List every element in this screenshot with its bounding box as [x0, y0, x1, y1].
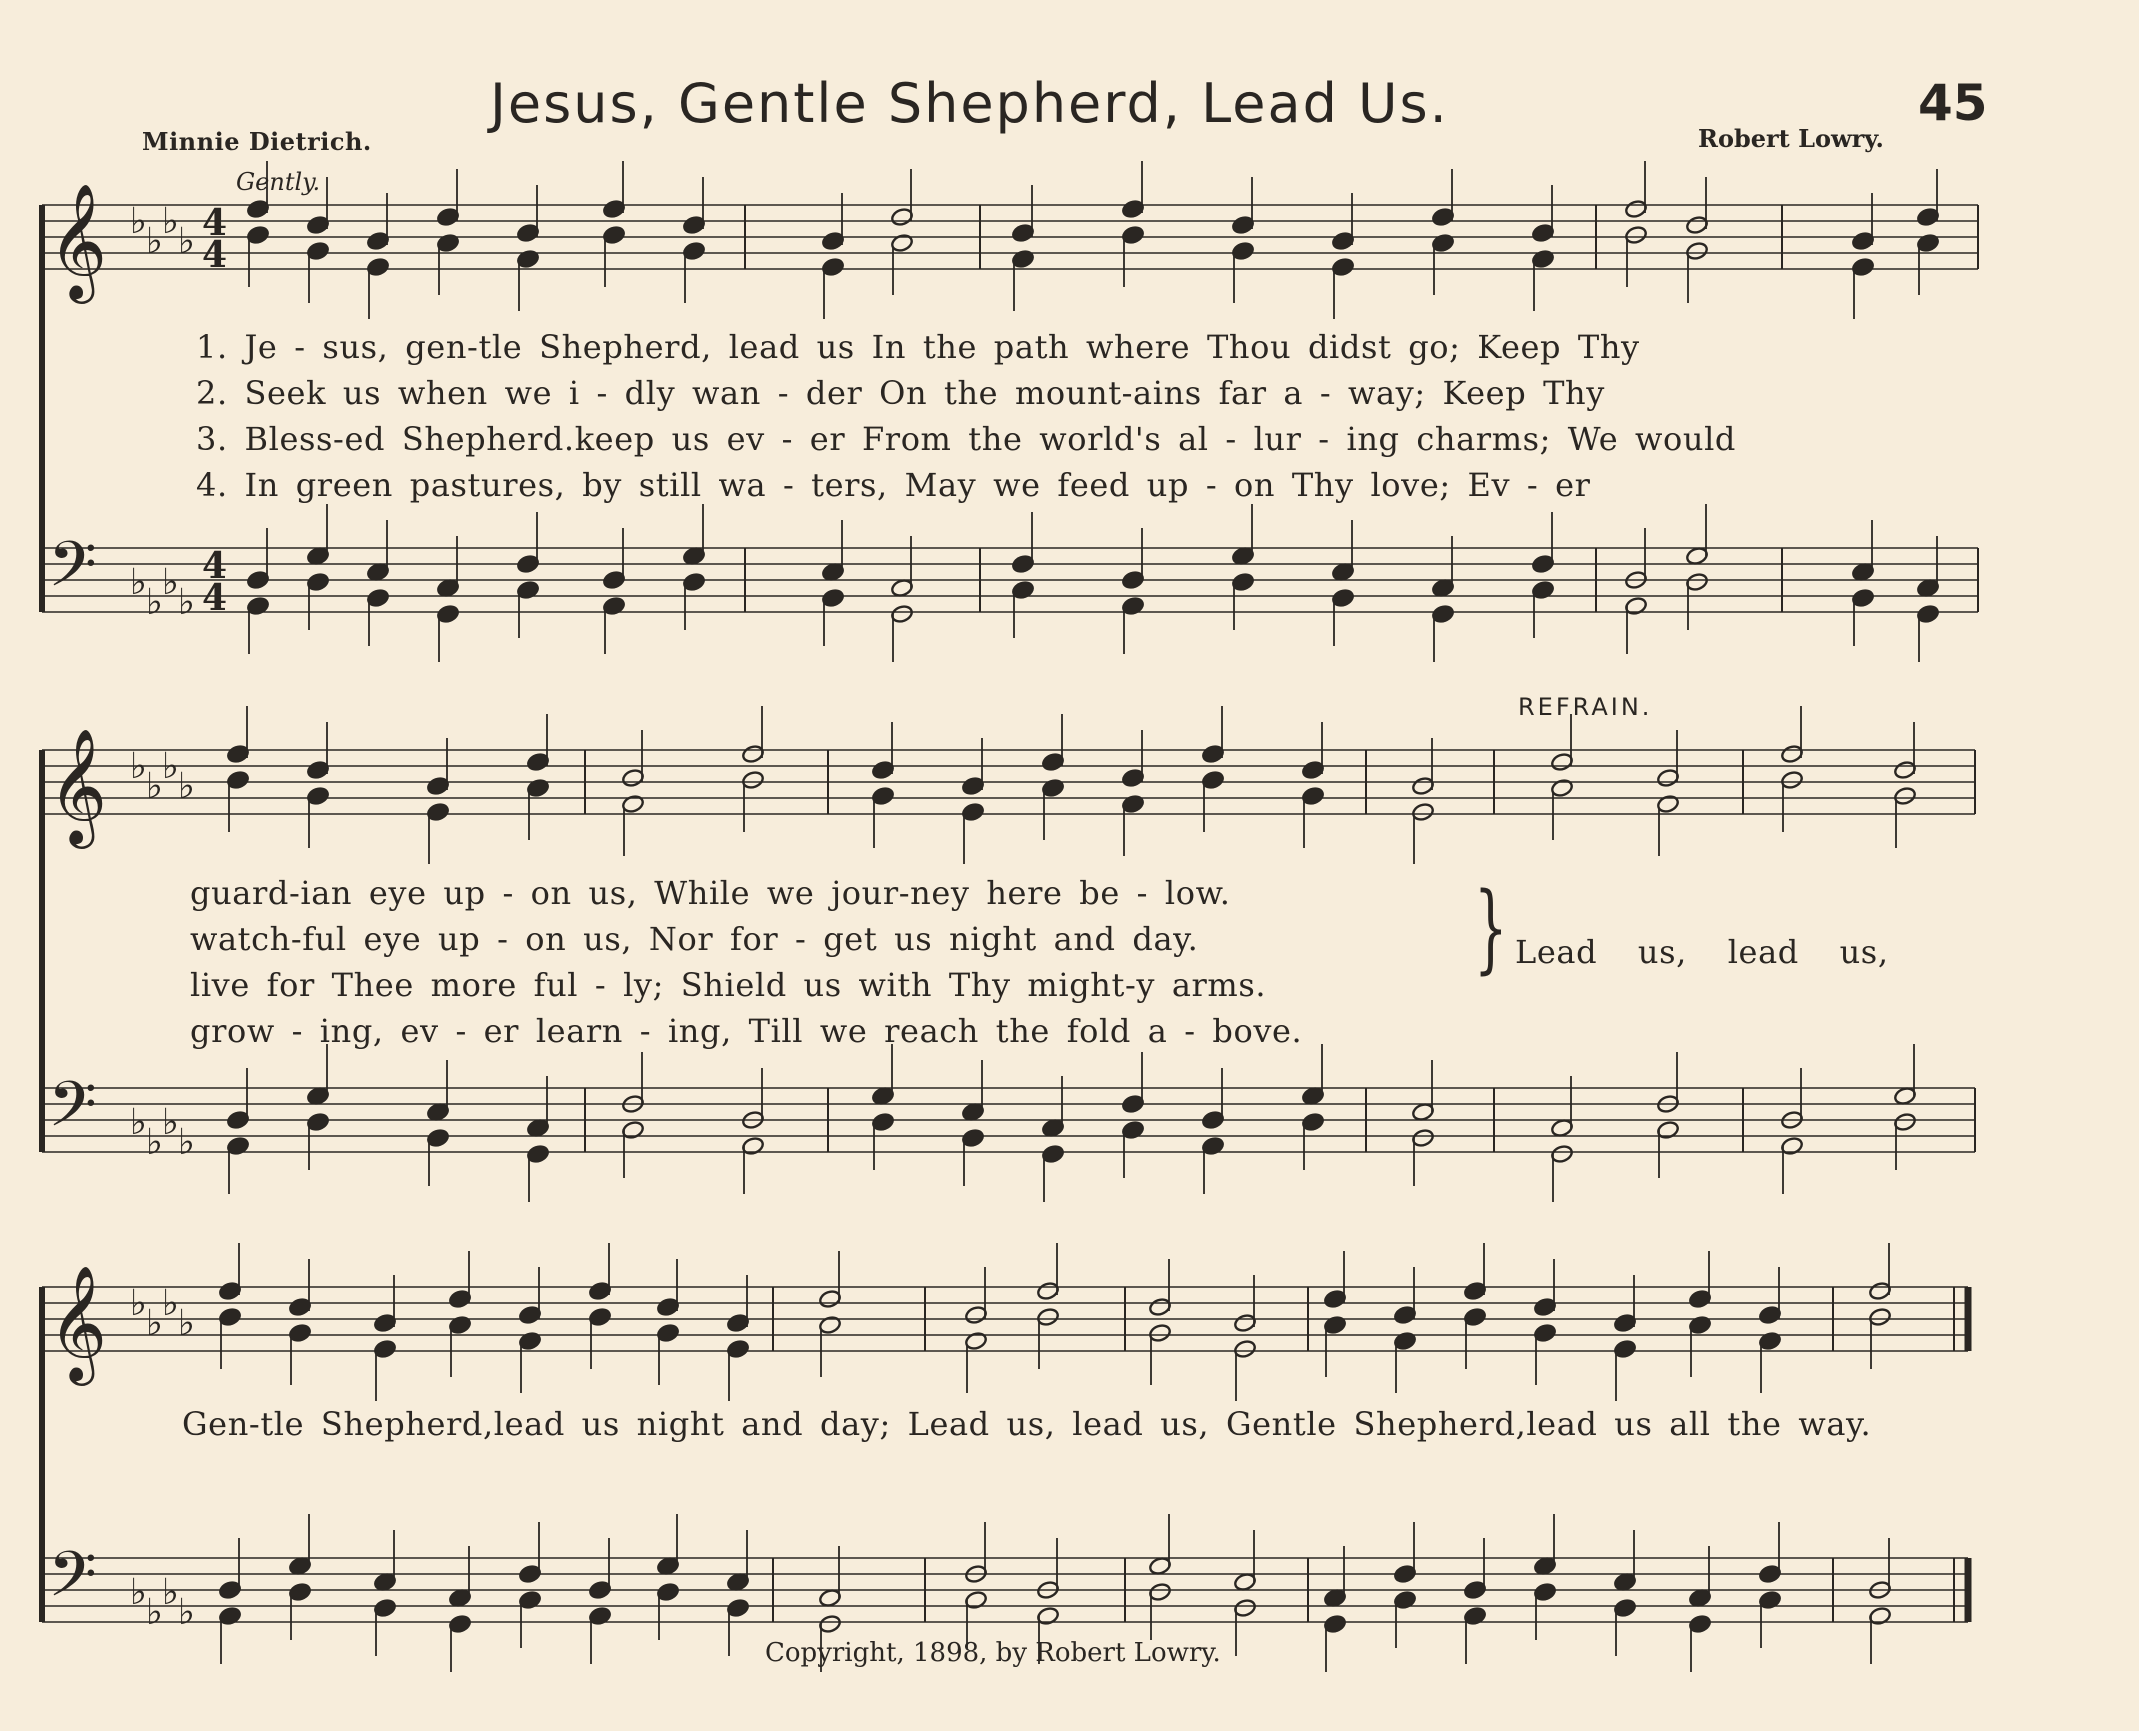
flat-icon: ♭ [130, 746, 147, 787]
verse-brace: } [1474, 872, 1508, 984]
refrain-lyric: Gen-tle Shepherd,lead us night and day; Lead us, lead us, Gentle Shepherd,lead us all the way. [182, 1405, 1872, 1443]
composer-credit: Robert Lowry. [1698, 124, 1884, 153]
flat-icon: ♭ [162, 746, 179, 787]
time-signature-bottom: 4 [202, 577, 228, 619]
flat-icon: ♭ [162, 201, 179, 242]
flat-icon: ♭ [130, 1283, 147, 1324]
time-signature-top: 4 [202, 545, 228, 587]
hymn-title: Jesus, Gentle Shepherd, Lead Us. [490, 72, 1449, 135]
verse-4-line-1: 4. In green pastures, by still wa - ters, May we feed up - on Thy love; Ev - er [196, 466, 1591, 504]
flat-icon: ♭ [130, 1572, 147, 1613]
verse-1-line-2: guard-ian eye up - on us, While we jour-ney here be - low. [190, 874, 1231, 912]
flat-icon: ♭ [146, 582, 163, 623]
time-signature-top: 4 [202, 202, 228, 244]
flat-icon: ♭ [146, 1303, 163, 1344]
flat-icon: ♭ [178, 582, 195, 623]
flat-icon: ♭ [162, 562, 179, 603]
lyricist-credit: Minnie Dietrich. [142, 127, 372, 156]
flat-icon: ♭ [130, 562, 147, 603]
bass-clef-icon: 𝄢 [48, 1067, 97, 1156]
time-signature-bottom: 4 [202, 234, 228, 276]
flat-icon: ♭ [146, 766, 163, 807]
page-number: 45 [1918, 74, 1988, 132]
treble-clef-icon: 𝄞 [48, 727, 108, 844]
verse-1-line-1: 1. Je - sus, gen-tle Shepherd, lead us In the path where Thou didst go; Keep Thy [196, 328, 1640, 366]
flat-icon: ♭ [178, 221, 195, 262]
verse-2-line-2: watch-ful eye up - on us, Nor for - get us night and day. [190, 920, 1199, 958]
flat-icon: ♭ [178, 1122, 195, 1163]
refrain-intro-lyric: Lead us, lead us, [1515, 933, 1889, 971]
copyright-notice: Copyright, 1898, by Robert Lowry. [765, 1638, 1221, 1668]
flat-icon: ♭ [162, 1572, 179, 1613]
flat-icon: ♭ [162, 1283, 179, 1324]
flat-icon: ♭ [146, 1122, 163, 1163]
verse-3-line-1: 3. Bless-ed Shepherd.keep us ev - er From the world's al - lur - ing charms; We would [196, 420, 1736, 458]
tempo-marking: Gently. [236, 168, 321, 196]
flat-icon: ♭ [146, 221, 163, 262]
verse-4-line-2: grow - ing, ev - er learn - ing, Till we reach the fold a - bove. [190, 1012, 1303, 1050]
bass-clef-icon: 𝄢 [48, 527, 97, 616]
flat-icon: ♭ [162, 1102, 179, 1143]
flat-icon: ♭ [178, 1592, 195, 1633]
verse-3-line-2: live for Thee more ful - ly; Shield us with Thy might-y arms. [190, 966, 1267, 1004]
flat-icon: ♭ [130, 201, 147, 242]
treble-clef-icon: 𝄞 [48, 182, 108, 299]
verse-2-line-1: 2. Seek us when we i - dly wan - der On the mount-ains far a - way; Keep Thy [196, 374, 1605, 412]
flat-icon: ♭ [178, 1303, 195, 1344]
flat-icon: ♭ [146, 1592, 163, 1633]
bass-clef-icon: 𝄢 [48, 1537, 97, 1626]
flat-icon: ♭ [178, 766, 195, 807]
treble-clef-icon: 𝄞 [48, 1264, 108, 1381]
refrain-label: REFRAIN. [1518, 693, 1653, 721]
flat-icon: ♭ [130, 1102, 147, 1143]
